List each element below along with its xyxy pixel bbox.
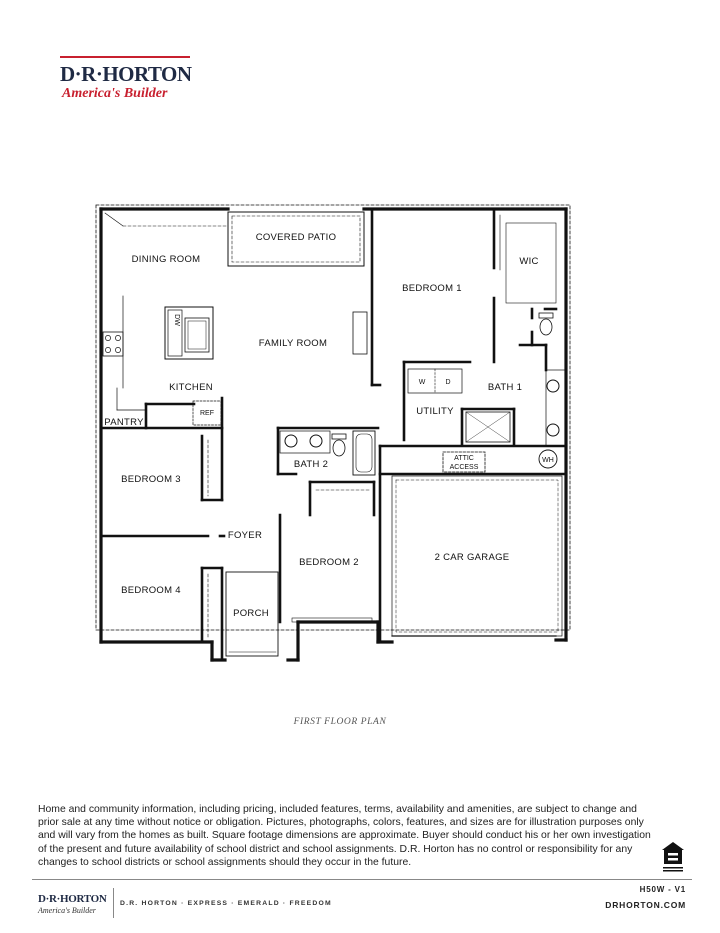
toilet-icon-bath2 bbox=[333, 440, 345, 456]
room-label-covered-patio: COVERED PATIO bbox=[255, 232, 337, 243]
room-label-garage: 2 CAR GARAGE bbox=[434, 552, 510, 563]
toilet-icon-bath1 bbox=[540, 319, 552, 335]
plan-caption: FIRST FLOOR PLAN bbox=[293, 717, 387, 727]
room-label-porch: PORCH bbox=[233, 608, 269, 619]
room-label-bedroom-4: BEDROOM 4 bbox=[121, 585, 181, 596]
room-label-kitchen: KITCHEN bbox=[169, 382, 213, 393]
fixture-label-dw: DW bbox=[173, 314, 180, 326]
room-label-family-room: FAMILY ROOM bbox=[258, 338, 328, 349]
footer-logo-tagline: America's Builder bbox=[38, 906, 96, 915]
fixture-label-dryer: D bbox=[445, 379, 451, 386]
footer-divider bbox=[32, 879, 692, 880]
fireplace-icon bbox=[353, 312, 367, 354]
fixture-label-wh: WH bbox=[542, 457, 554, 464]
fixture-label-washer: W bbox=[418, 379, 426, 386]
range-icon bbox=[103, 332, 123, 356]
room-label-wic: WIC bbox=[519, 256, 539, 267]
room-label-dining-room: DINING ROOM bbox=[131, 254, 201, 265]
room-label-bedroom-1: BEDROOM 1 bbox=[402, 283, 462, 294]
room-label-foyer: FOYER bbox=[227, 530, 263, 541]
fixture-label-attic-line1: ATTIC bbox=[454, 455, 474, 462]
room-label-pantry: PANTRY bbox=[104, 417, 144, 428]
fixture-label-attic-line2: ACCESS bbox=[449, 464, 479, 471]
room-label-bath-2: BATH 2 bbox=[293, 459, 329, 470]
logo-brand-text: D·R·HORTON bbox=[60, 62, 192, 86]
footer-logo bbox=[38, 893, 108, 917]
footer-vertical-divider bbox=[113, 888, 114, 918]
plan-code: H50W - V1 bbox=[639, 885, 686, 894]
room-label-bedroom-2: BEDROOM 2 bbox=[299, 557, 359, 568]
footer-logo-brand: D·R·HORTON bbox=[38, 893, 107, 905]
disclaimer-text: Home and community information, including pricing, included features, terms, availability and amenities, are subject to change and prior sale at any time without notice or obligation. Pictures, photographs, colors, features, and sizes are for illustration purposes only and will vary from the homes as built. Square footage dimensions are approximate. Buyer should conduct his or her own investigation of the present and future availability of school district and school assignments. D.R. Horton has no control or responsibility for any changes to school districts or school assignments should they occur in the future. bbox=[38, 804, 651, 868]
room-label-utility: UTILITY bbox=[416, 406, 454, 417]
logo-tagline: America's Builder bbox=[62, 86, 168, 101]
room-label-bath-1: BATH 1 bbox=[487, 382, 523, 393]
fixture-label-ref: REF bbox=[200, 410, 214, 417]
equal-housing-opportunity-icon bbox=[660, 840, 686, 874]
footer-family-brands: D.R. HORTON · EXPRESS · EMERALD · FREEDOM bbox=[120, 900, 332, 907]
room-label-bedroom-3: BEDROOM 3 bbox=[121, 474, 181, 485]
website-link[interactable]: DRHORTON.COM bbox=[605, 900, 686, 910]
